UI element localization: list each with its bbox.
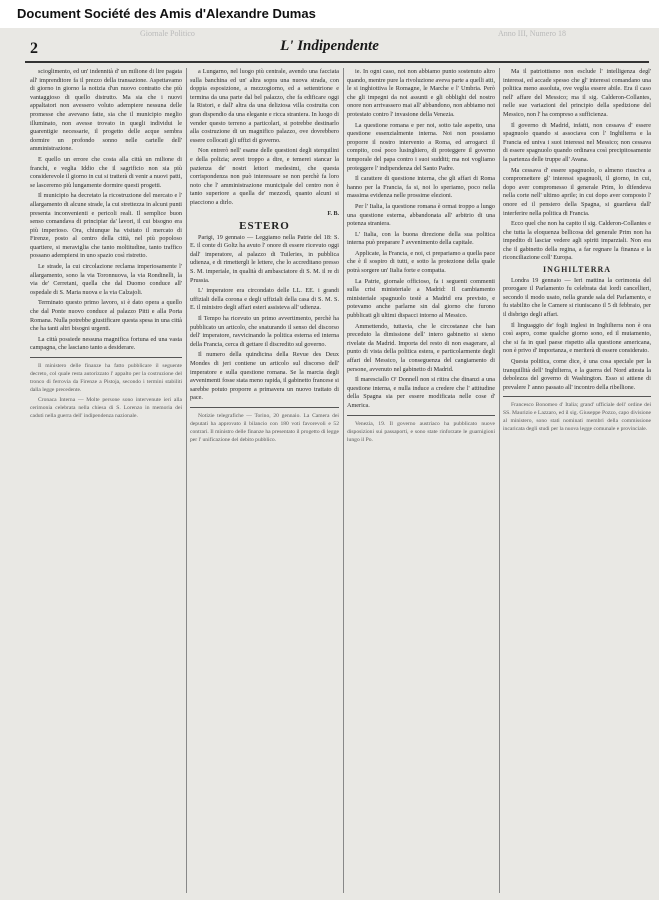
paragraph: E quello un errore che costa alla città un milione di franchi, e veglia Iddio che il sagrificio non sia più considerevole il giorno in cui si tratterà di venir a nuovi patti, se lasceremo più lungamente dormire questi progetti.	[30, 155, 182, 189]
divider	[347, 415, 495, 416]
section-heading-estero: ESTERO	[239, 220, 290, 233]
bleed-through-text-left: Giornale Politico	[140, 29, 195, 38]
paragraph: Per l' Italia, la questione romana è ormai troppo a lungo una questione esterna, abbandonata all' arbitrio di una potenza straniera.	[347, 202, 495, 228]
column-2	[190, 68, 339, 898]
signature: F. B.	[327, 210, 339, 217]
paragraph: Le strade, la cui circolazione reclama imperiosamente l' allargamento, sono la via Toronnuova, la via Rondinelli, la via de' Cerretani, quella che dal Duomo conduce all' ospedale di S. Maria nuova e la via Calzajoli.	[30, 263, 182, 296]
paragraph: La città possiede nessuna magnifica fortuna ed una vasta campagna, che lasciano tanto a desiderare.	[30, 335, 182, 352]
masthead	[0, 29, 659, 58]
column-3	[347, 68, 495, 898]
newspaper-title: L' Indipendente	[280, 38, 379, 54]
divider	[190, 407, 339, 408]
paragraph: Applicate, la Francia, e noi, ci prepariamo a quella pace che è il sospiro di tutti, e sotto la protezione della quale potrà sorgere un' Italia forte e compatta.	[347, 249, 495, 275]
column-4	[503, 68, 651, 898]
masthead-rule	[25, 61, 649, 63]
paragraph: Ma il patriottismo non esclude l' intelligenza degl' interessi, ed accade spesso che gl' interessi comandano una politica meno assoluta, ove veglia essere abile. Era il caso nell' affare del Messico; ma il sig. Calderon-Collantes, nelle sue variazioni del principio della spedizione del Messico, non l' ha compreso a sufficienza.	[503, 68, 651, 118]
paragraph: Notizie telegrafiche — Torino, 20 gennaio. La Camera dei deputati ha approvato il bilancio con 180 voti favorevoli e 52 contrari. Il ministro delle finanze ha presentato il progetto di legge per l' unificazione del debito pubblico.	[190, 412, 339, 443]
divider	[30, 357, 182, 358]
paragraph: Francesco Bonomeo d' Italia; grand' ufficiale dell' ordine dei SS. Maurizio e Lazzaro, ed il sig. Giuseppe Pozzo, capo divisione al ministero, sono stati nominati membri della commissione incaricata degli studi per la nuova legge comunale e provinciale.	[503, 402, 651, 433]
paragraph: Ecco quel che non ha capito il sig. Calderon-Collantes e che tutta la eloquenza bellicosa del generale Prim non ha impedito di lasciar vedere agli spiriti imparziali. Non era che il gabinetto della regina, a far regnare la finanza e la riconciliazione coll' Europa.	[503, 220, 651, 262]
column-separator	[343, 68, 344, 893]
col1-lower-text	[30, 362, 182, 420]
paragraph: Venezia, 19. Il governo austriaco ha pubblicato nuove disposizioni sui passaporti, e sono state rinforzate le guarnigioni lungo il Po.	[347, 420, 495, 443]
paragraph: Il carattere di questione interna, che gli affari di Roma hanno per la Francia, fa si, noi lo speriamo, poco nella massima evidenza nelle prossime elezioni.	[347, 175, 495, 200]
paragraph: Il maresciallo O' Donnell non si ritira che dinanzi a una questione interna, e nulla induce a credere che l' attitudine della Spagna sia per essere modificata nelle cose d' America.	[347, 376, 495, 409]
col4-lower-text	[503, 401, 651, 433]
paragraph: Parigi, 19 gennaio — Leggiamo nella Patrie del 18: S. E. il conte di Goltz ha avuto l' onore di essere ricevuto oggi dall' imperatore, al palazzo di Tuileries, in pubblica udienza, e di rimettergli le lettere, che lo accreditano presso S. M. imperiale, in qualità di ambasciatore di S. M. il re di Prussia.	[190, 233, 339, 284]
paragraph: Ammettendo, tuttavia, che le circostanze che han preceduto la dimissione dell' intero gabinetto si sieno rivelate da Madrid. Importa del resto di non esagerare, al punto di vista della politica estera, e particolarmente degli affari del Messico, la conseguenza del cangiamento di persone, avvenuto nel gabinetto di Madrid.	[347, 322, 495, 373]
col1-body	[30, 68, 182, 353]
column-separator	[186, 68, 187, 893]
paragraph: a Lungarno, nel luogo più centrale, avendo una facciata sulla banchina ed un' altra sopra una nuova strada, con doppia esposizione, a mezzogiorno, ed a settentrione e termina da una parte dal bel palazzo, che fa edificare oggi la Ristori, e dall' altra da una deliziosa villa costruita con gran dispendio da una elegante e ricca straniera. In luogo di vender questo terreno a particolari, si potrebbe destinarlo alla costruzione di un magnifico palazzo, ove dovrebbero essere collocati gli uffizi di governo.	[190, 68, 339, 144]
paragraph: Il linguaggio de' fogli inglesi in Inghilterra non è ora così aspro, come qualche giorno sono, ed il mutamento, che si fa in quel paese rispetto alla questione americana, non è privo d' importanza, e meriterà di essere considerato.	[503, 321, 651, 355]
paragraph: L' Italia, con la buona direzione della sua politica interna può preparare l' avvenimento della capitale.	[347, 230, 495, 247]
paragraph: Il ministero delle finanze ha fatto pubblicare il seguente decreto, col quale resta autorizzato l' appalto per la costruzione del tronco di ferrovia da Firenze a Pistoja, secondo i termini stabiliti dalla legge precedente.	[30, 363, 182, 393]
bleed-through-text-right: Anno III, Numero 18	[498, 29, 566, 38]
paragraph: Cronaca Interna — Molte persone sono intervenute ieri alla cerimonia celebrata nella chiesa di S. Lorenzo in memoria dei caduti nella guerra dell' indipendenza nazionale.	[30, 397, 182, 419]
col3-lower-text	[347, 420, 495, 444]
paragraph: Il municipio ha decretato la ricostruzione del mercato e l' allargamento di alcune strade, la cui strettezza in alcuni punti presenta inconvenienti e pericoli reali. Il semplice buon senso comandava di principiar da' lavori, il cui bisogno era più imperioso. Ora, chiunque ha visitato il mercato di Firenze, posto al centro della città, nel più popoloso quartiere, si meraviglia che tanto moltitudine, tanto traffico possano adempiersi in uno spazio così ristretto.	[30, 192, 182, 260]
document-source-banner: Document Société des Amis d'Alexandre Dumas	[0, 0, 659, 28]
paragraph: Il governo di Madrid, infatti, non cessava d' essere spagnuolo quando si associava con l' Inghilterra e la Francia ed univa i suoi interessi nel Messico; non cessava di essere spagnuolo quando ordinava così precipitosamente la partenza delle truppe all' Avana.	[503, 121, 651, 163]
paragraph: La Patrie, giornale officioso, fa i seguenti commenti sulla crisi ministeriale a Madrid: Il cambiamento ministeriale spagnuolo testè a Madrid era previsto, e potevamo anche parlarne sin dal giorno che furono pubblicati gli ultimi dispacci intorno al Messico.	[347, 277, 495, 320]
column-separator	[499, 68, 500, 893]
paragraph: Questa politica, come dice, è una cosa speciale per la tranquillità dell' Inghilterra, e la guerra del Nord attesta la debolezza del governo di Washington. Esso si attiene di prevalere l' anno passato all' incontro della ribellione.	[503, 358, 651, 391]
paragraph: La questione romana e per noi, sotto tale aspetto, una questione essenzialmente interna. Noi non possiamo proporre il nostro intervento a Roma, ed arrogarci il compito, così poco lusinghiero, di proteggere il governo temporale del papa contro i suoi sudditi; ma noi vogliamo proteggere l' indipendenza del Santo Padre.	[347, 121, 495, 172]
paragraph: Terminato questo primo lavoro, si è dato opera a quello che dal Ponte nuovo conduce al palazzo Pitti e alla Porta Romana. Nulla potrebbe giustificare questa spesa in una città che ha tanti altri bisogni urgenti.	[30, 299, 182, 333]
page-number: 2	[30, 40, 38, 57]
col2-lower-text	[190, 412, 339, 444]
section-heading-inghilterra: INGHILTERRA	[542, 265, 612, 275]
column-1	[30, 68, 182, 898]
paragraph: Il Tempo ha ricevuto un primo avvertimento, perchè ha pubblicato un articolo, che snaturando il senso del discorso dell' imperatore, ravvicinando la politica esterna ed interna della Francia, cerca di gettare il discredito sul governo.	[190, 315, 339, 348]
paragraph: Londra 19 gennaio — Ieri mattina la cerimonia del prorogare il Parlamento fu celebrata dai lordi cancellieri, secondo il modo usato, nella grande sala del Parlamento, e fu stabilito che le Camere si riuniscano il 5 di febbraio, per il disbrigo degli affari.	[503, 276, 651, 319]
paragraph: Ma cessava d' essere spagnuolo, o almeno riusciva a compromettere gl' interessi spagnuoli, il giorno, in cui, dopo aver compromesso il generale Prim, lo difendeva nella corte nell' ultimo aprile; in cui dopo aver composto l' onore ed il pensiero della Spagna, si guardava dall' interferire nella politica di Francia.	[503, 166, 651, 217]
paragraph: ie. In ogni caso, noi non abbiamo punto sostenuto altro quando, mentre pure la rivoluzione aveva parte a quelli atti, le si inghiottiva le Romagne, le Marche e l' Umbria. Però che gli impegni da noi assunti e gli obblighi del nostro onore non arrivassero mai all' abbandono, non abbiamo noi protestato contro l' invasione della Venezia.	[347, 68, 495, 118]
newspaper-page	[0, 28, 659, 900]
paragraph: L' imperatore era circondato delle LL. EE. i grandi uffiziali della corona e degli uffiziali della casa di S. M. S. E. il ministro degli affari esteri assisteva all' udienza.	[190, 287, 339, 312]
paragraph: scioglimento, ed un' indennità d' un milione di lire pagata all' imprenditore fa il prezzo della transazione. Aspettavamo di giorno in giorno la notizia d'un nuovo contratto che più vantaggioso di quello distrutto. Ma sia che i nuovi appaltatori non avessero voluto adempiere nessuna delle promesse che avevano fatte, sia che il municipio meglio illuminato, non avesse trovato in quegli individui le guarentigie necessarie, il progetto delle acque sembra dormire un profondo sonno nelle cartelle dell' amministrazione.	[30, 68, 182, 153]
paragraph: Il numero della quindicina della Revue des Deux Mondes di jeri contiene un articolo sul discorso dell' imperatore e sulla questione romana. Se la marcia degli avvenimenti fosse stata meno rapida, il gabinetto francese si sarebbe potuto proporre a primavera un nuovo trattato di pace.	[190, 351, 339, 402]
divider	[503, 396, 651, 397]
paragraph: Non entrerò nell' esame delle questioni degli sterquilini e della polizia; avrei troppo a dire, e temerei stancar la pazienza de' nostri lettori medesimi, che questa corrispondenza non può interessare se non perchè fa loro noto che l' amministrazione municipale del centro non è tanto superiore a quella de' mezzodì, quanto alcuni si piacciono a dirlo.	[190, 147, 339, 206]
